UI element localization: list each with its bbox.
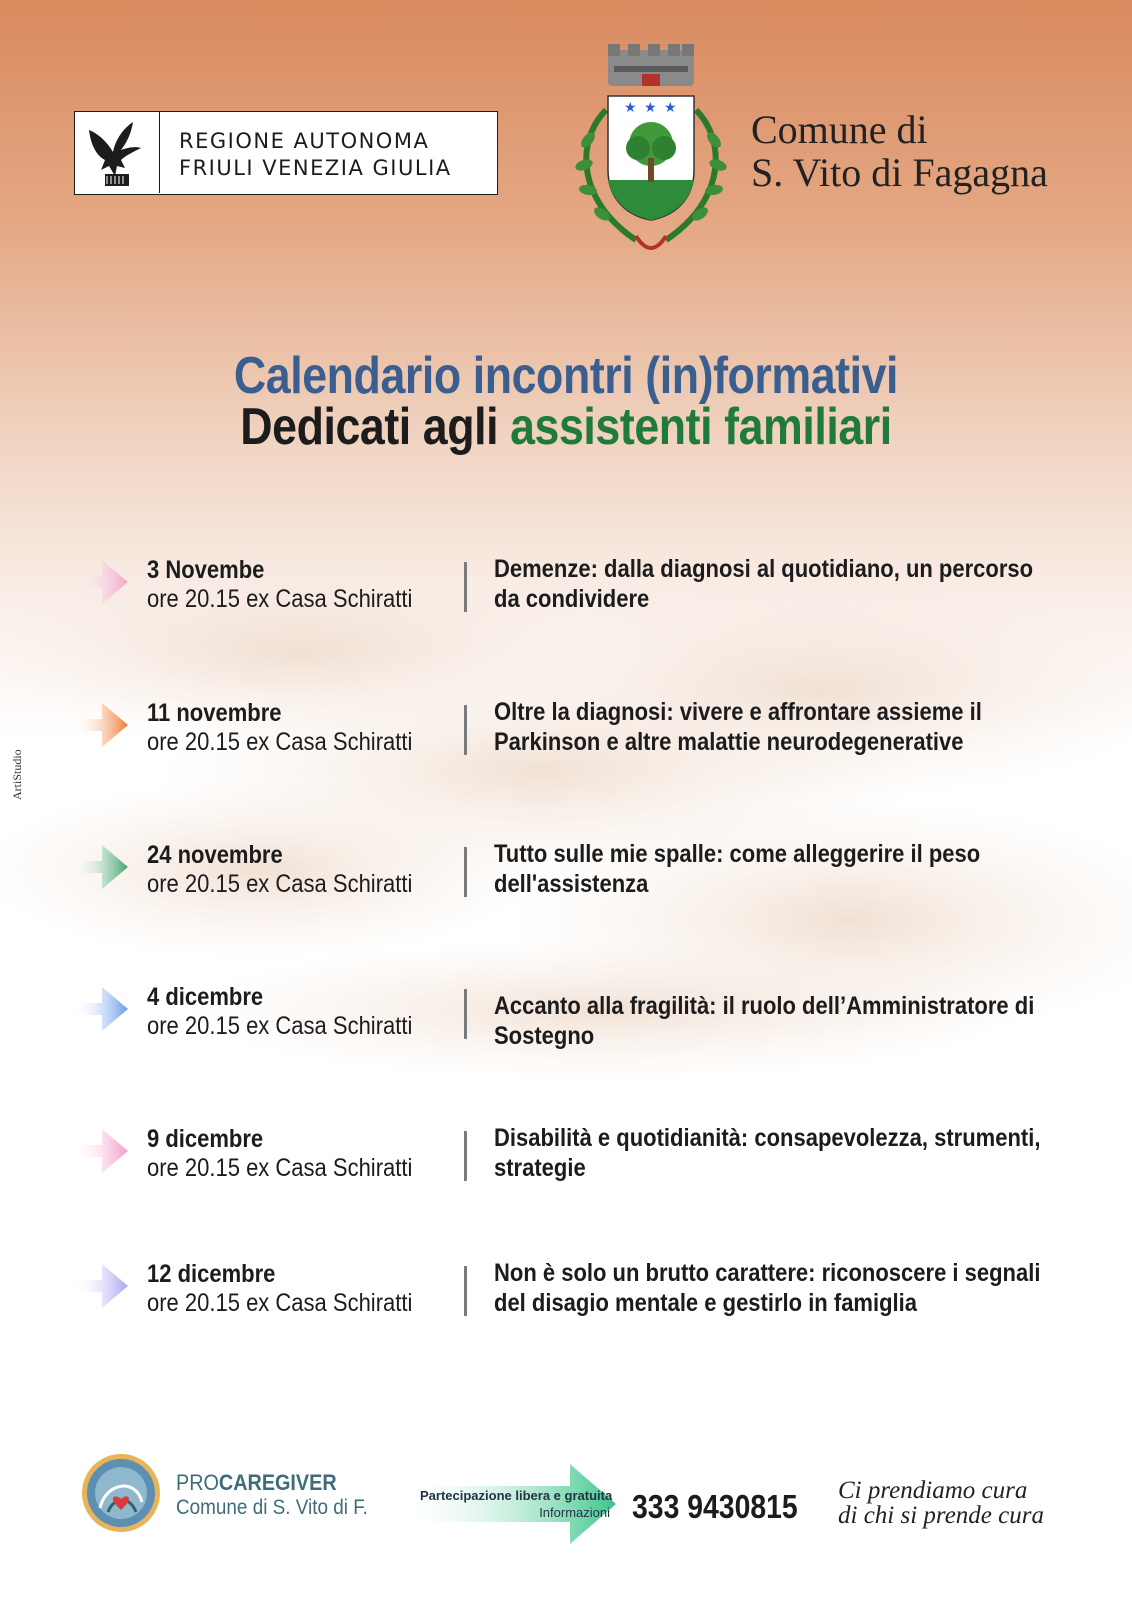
event-item bbox=[0, 695, 1132, 775]
event-title: Tutto sulle mie spalle: come alleggerire il peso dell'assistenza bbox=[494, 840, 981, 898]
svg-text:★: ★ bbox=[664, 100, 677, 116]
cta-participation-text: Partecipazione libera e gratuita bbox=[420, 1488, 613, 1503]
event-item bbox=[0, 979, 1132, 1059]
region-logo bbox=[74, 111, 498, 195]
motto-line-2: di chi si prende cura bbox=[838, 1502, 1044, 1529]
event-time-place: ore 20.15 ex Casa Schiratti bbox=[147, 1289, 413, 1317]
arrow-right-icon bbox=[72, 839, 132, 895]
headline-highlight: assistenti familiari bbox=[510, 398, 892, 456]
cta-info-text: Informazioni bbox=[539, 1505, 610, 1520]
headline-line-1: Calendario incontri (in)formativi bbox=[233, 347, 899, 405]
event-title: Demenze: dalla diagnosi al quotidiano, un percorso da condividere bbox=[494, 555, 1034, 613]
event-title: Oltre la diagnosi: vivere e affrontare assieme il Parkinson e altre malattie neurodegenerative bbox=[494, 698, 982, 756]
procaregiver-name bbox=[176, 1470, 337, 1496]
event-item bbox=[0, 1121, 1132, 1201]
arrow-right-icon bbox=[72, 1123, 132, 1179]
event-time-place: ore 20.15 ex Casa Schiratti bbox=[147, 1012, 413, 1040]
photo-credit: ArtiStudio bbox=[10, 749, 24, 800]
event-time-place: ore 20.15 ex Casa Schiratti bbox=[147, 585, 413, 613]
coat-of-arms-icon bbox=[566, 40, 736, 260]
procaregiver-subtitle: Comune di S. Vito di F. bbox=[176, 1496, 368, 1519]
comune-name bbox=[751, 108, 1048, 194]
event-date: 9 dicembre bbox=[147, 1125, 264, 1153]
arrow-right-icon bbox=[72, 554, 132, 610]
svg-text:★: ★ bbox=[624, 100, 637, 116]
event-divider bbox=[464, 705, 467, 755]
event-divider bbox=[464, 989, 467, 1039]
event-title: Accanto alla fragilità: il ruolo dell’Amministratore di Sostegno bbox=[494, 992, 1035, 1050]
arrow-right-icon bbox=[72, 1258, 132, 1314]
event-divider bbox=[464, 562, 467, 612]
event-time-place: ore 20.15 ex Casa Schiratti bbox=[147, 1154, 413, 1182]
event-date: 11 novembre bbox=[147, 699, 282, 727]
event-item bbox=[0, 552, 1132, 632]
headline-line-2 bbox=[79, 397, 1053, 457]
event-title: Disabilità e quotidianità: consapevolezza, strumenti, strategie bbox=[494, 1124, 1041, 1182]
event-date: 3 Novembe bbox=[147, 556, 265, 584]
svg-text:★: ★ bbox=[644, 100, 657, 116]
region-line-2: FRIULI VENEZIA GIULIA bbox=[179, 156, 452, 180]
phone-number[interactable]: 333 9430815 bbox=[632, 1488, 798, 1525]
event-time-place: ore 20.15 ex Casa Schiratti bbox=[147, 728, 413, 756]
arrow-right-icon bbox=[72, 697, 132, 753]
event-time-place: ore 20.15 ex Casa Schiratti bbox=[147, 870, 413, 898]
motto bbox=[838, 1478, 1044, 1528]
event-divider bbox=[464, 1131, 467, 1181]
event-title: Non è solo un brutto carattere: riconoscere i segnali del disagio mentale e gestirlo in famiglia bbox=[494, 1259, 1041, 1317]
event-item bbox=[0, 837, 1132, 917]
comune-line-2: S. Vito di Fagagna bbox=[751, 150, 1048, 195]
event-item bbox=[0, 1256, 1132, 1336]
event-date: 4 dicembre bbox=[147, 983, 264, 1011]
region-line-1: REGIONE AUTONOMA bbox=[179, 129, 430, 153]
headline-prefix: Dedicati agli bbox=[240, 398, 511, 456]
eagle-emblem-icon bbox=[75, 112, 160, 193]
motto-line-1: Ci prendiamo cura bbox=[838, 1477, 1028, 1504]
event-date: 12 dicembre bbox=[147, 1260, 276, 1288]
brand-prefix: PRO bbox=[176, 1470, 219, 1495]
procaregiver-logo-icon bbox=[80, 1452, 162, 1534]
brand-bold: CAREGIVER bbox=[218, 1470, 337, 1495]
event-divider bbox=[464, 1266, 467, 1316]
event-divider bbox=[464, 847, 467, 897]
event-date: 24 novembre bbox=[147, 841, 283, 869]
region-name bbox=[179, 128, 452, 182]
arrow-right-icon bbox=[72, 981, 132, 1037]
comune-line-1: Comune di bbox=[751, 107, 928, 152]
cta-arrow-icon bbox=[394, 1464, 626, 1544]
